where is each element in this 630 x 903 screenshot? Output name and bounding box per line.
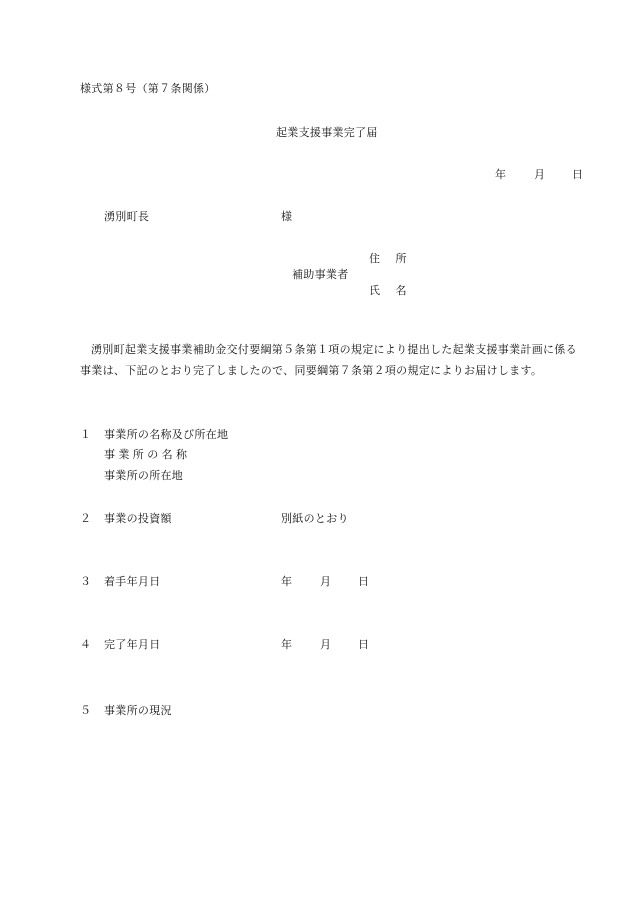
- address-label: 住 所: [369, 252, 413, 265]
- date-day: 日: [572, 168, 584, 181]
- item-number: ４: [80, 638, 92, 651]
- item-sub-label: 事業所の名称: [104, 448, 191, 461]
- addressee-name: 湧別町長: [104, 210, 150, 223]
- date-month: 月: [534, 168, 546, 181]
- document-title: 起業支援事業完了届: [276, 126, 378, 139]
- item-label: 事業所の名称及び所在地: [104, 428, 229, 441]
- item-label: 事業所の現況: [104, 704, 172, 717]
- applicant-label: 補助事業者: [292, 268, 349, 281]
- addressee-honorific: 様: [281, 210, 293, 223]
- name-label: 氏 名: [369, 284, 413, 297]
- item-number: ３: [80, 575, 92, 588]
- item-sub-label: 事業所の所在地: [104, 469, 184, 482]
- item-value: 別紙のとおり: [281, 512, 349, 525]
- completion-day: 日: [358, 638, 370, 651]
- completion-month: 月: [320, 638, 332, 651]
- date-year: 年: [495, 168, 507, 181]
- start-day: 日: [358, 575, 370, 588]
- item-number: １: [80, 428, 92, 441]
- body-paragraph: 湧別町起業支援事業補助金交付要綱第５条第１項の規定により提出した起業支援事業計画に係る事業は、下記のとおり完了しましたので、同要綱第７条第２項の規定によりお届けします。: [80, 343, 577, 377]
- form-number: 様式第８号（第７条関係）: [80, 82, 216, 95]
- start-month: 月: [320, 575, 332, 588]
- item-label: 事業の投資額: [104, 512, 172, 525]
- completion-year: 年: [281, 638, 293, 651]
- item-number: ５: [80, 704, 92, 717]
- start-year: 年: [281, 575, 293, 588]
- item-label: 着手年月日: [104, 575, 161, 588]
- item-label: 完了年月日: [104, 638, 161, 651]
- item-number: ２: [80, 512, 92, 525]
